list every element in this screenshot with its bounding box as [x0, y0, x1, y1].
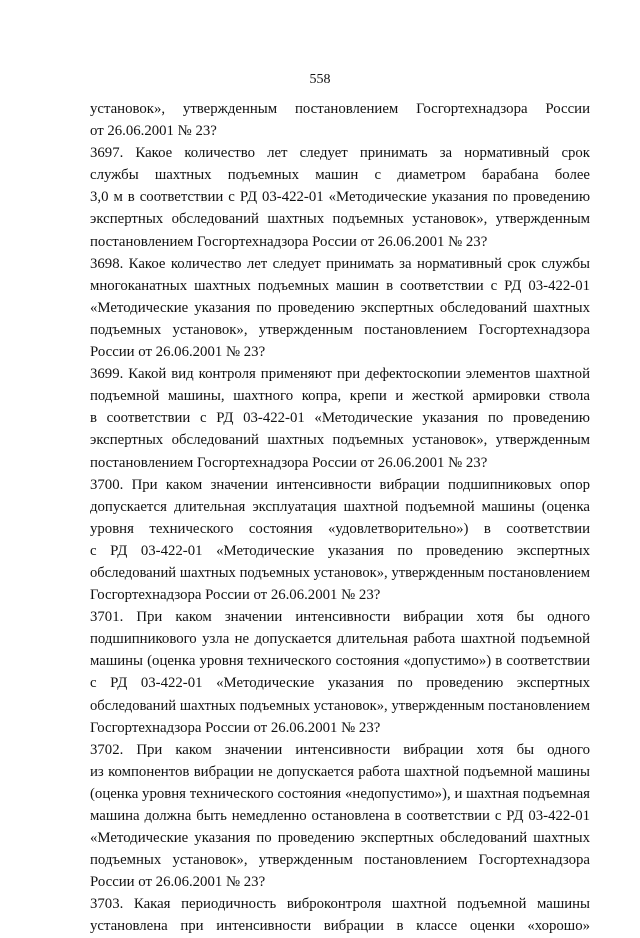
text-line: Госгортехнадзора России от 26.06.2001 № 23? [90, 587, 381, 604]
text-line: постановлением Госгортехнадзора России от 26.06.2001 № 23? [90, 454, 488, 471]
text-line: от 26.06.2001 № 23? [90, 123, 217, 140]
text-line: (оценка уровня технического состояния «недопустимо»), и шахтная подъемная [90, 785, 590, 802]
text-line: установлена при интенсивности вибрации в классе оценки «хорошо» [90, 918, 590, 935]
text-line: постановлением Госгортехнадзора России от 26.06.2001 № 23? [90, 233, 488, 250]
text-line: 3702. При каком значении интенсивности вибрации хотя бы одного [90, 741, 590, 758]
text-line: подъемных установок», утвержденным постановлением Госгортехнадзора [90, 852, 590, 869]
text-line: «Методические указания по проведению экспертных обследований шахтных [90, 299, 590, 316]
text-line: экспертных обследований шахтных подъемных установок», утвержденным [90, 211, 590, 228]
text-line: из компонентов вибрации не допускается работа шахтной подъемной машины [90, 763, 590, 780]
text-line: Госгортехнадзора России от 26.06.2001 № 23? [90, 719, 381, 736]
text-line: подшипникового узла не допускается длительная работа шахтной подъемной [90, 631, 590, 648]
text-line: подъемной машины, шахтного копра, крепи и жесткой армировки ствола [90, 388, 590, 405]
text-line: допускается длительная эксплуатация шахтной подъемной машины (оценка [90, 498, 590, 515]
text-line: службы шахтных подъемных машин с диаметром барабана более [90, 167, 590, 184]
text-line: 3703. Какая периодичность виброконтроля шахтной подъемной машины [90, 896, 590, 913]
text-line: 3699. Какой вид контроля применяют при дефектоскопии элементов шахтной [90, 366, 590, 383]
text-line: подъемных установок», утвержденным постановлением Госгортехнадзора [90, 321, 590, 338]
text-line: с РД 03-422-01 «Методические указания по проведению экспертных [90, 542, 590, 559]
text-line: установок», утвержденным постановлением Госгортехнадзора России [90, 101, 590, 117]
text-line: обследований шахтных подъемных установок», утвержденным постановлением [90, 564, 590, 581]
page-number: 558 [309, 72, 331, 87]
text-line: 3698. Какое количество лет следует принимать за нормативный срок службы [90, 255, 590, 272]
text-line: «Методические указания по проведению экспертных обследований шахтных [90, 830, 590, 847]
text-line: уровня технического состояния «удовлетворительно») в соответствии [90, 520, 590, 537]
text-line: многоканатных шахтных подъемных машин в соответствии с РД 03-422-01 [90, 277, 590, 294]
text-line: России от 26.06.2001 № 23? [90, 874, 266, 891]
text-line: 3701. При каком значении интенсивности вибрации хотя бы одного [90, 609, 590, 626]
text-line: в соответствии с РД 03-422-01 «Методические указания по проведению [90, 410, 590, 427]
text-line: России от 26.06.2001 № 23? [90, 344, 266, 361]
text-line: машина должна быть немедленно остановлена в соответствии с РД 03-422-01 [90, 808, 590, 824]
text-line: обследований шахтных подъемных установок», утвержденным постановлением [90, 697, 590, 714]
document-body [90, 98, 590, 938]
text-line: 3697. Какое количество лет следует принимать за нормативный срок [90, 145, 590, 162]
text-line: с РД 03-422-01 «Методические указания по проведению экспертных [90, 675, 590, 692]
text-line: 3700. При каком значении интенсивности вибрации подшипниковых опор [90, 476, 590, 493]
text-line: машины (оценка уровня технического состояния «допустимо») в соответствии [90, 653, 590, 670]
text-line: 3,0 м в соответствии с РД 03-422-01 «Методические указания по проведению [90, 189, 590, 206]
text-line: экспертных обследований шахтных подъемных установок», утвержденным [90, 432, 590, 449]
